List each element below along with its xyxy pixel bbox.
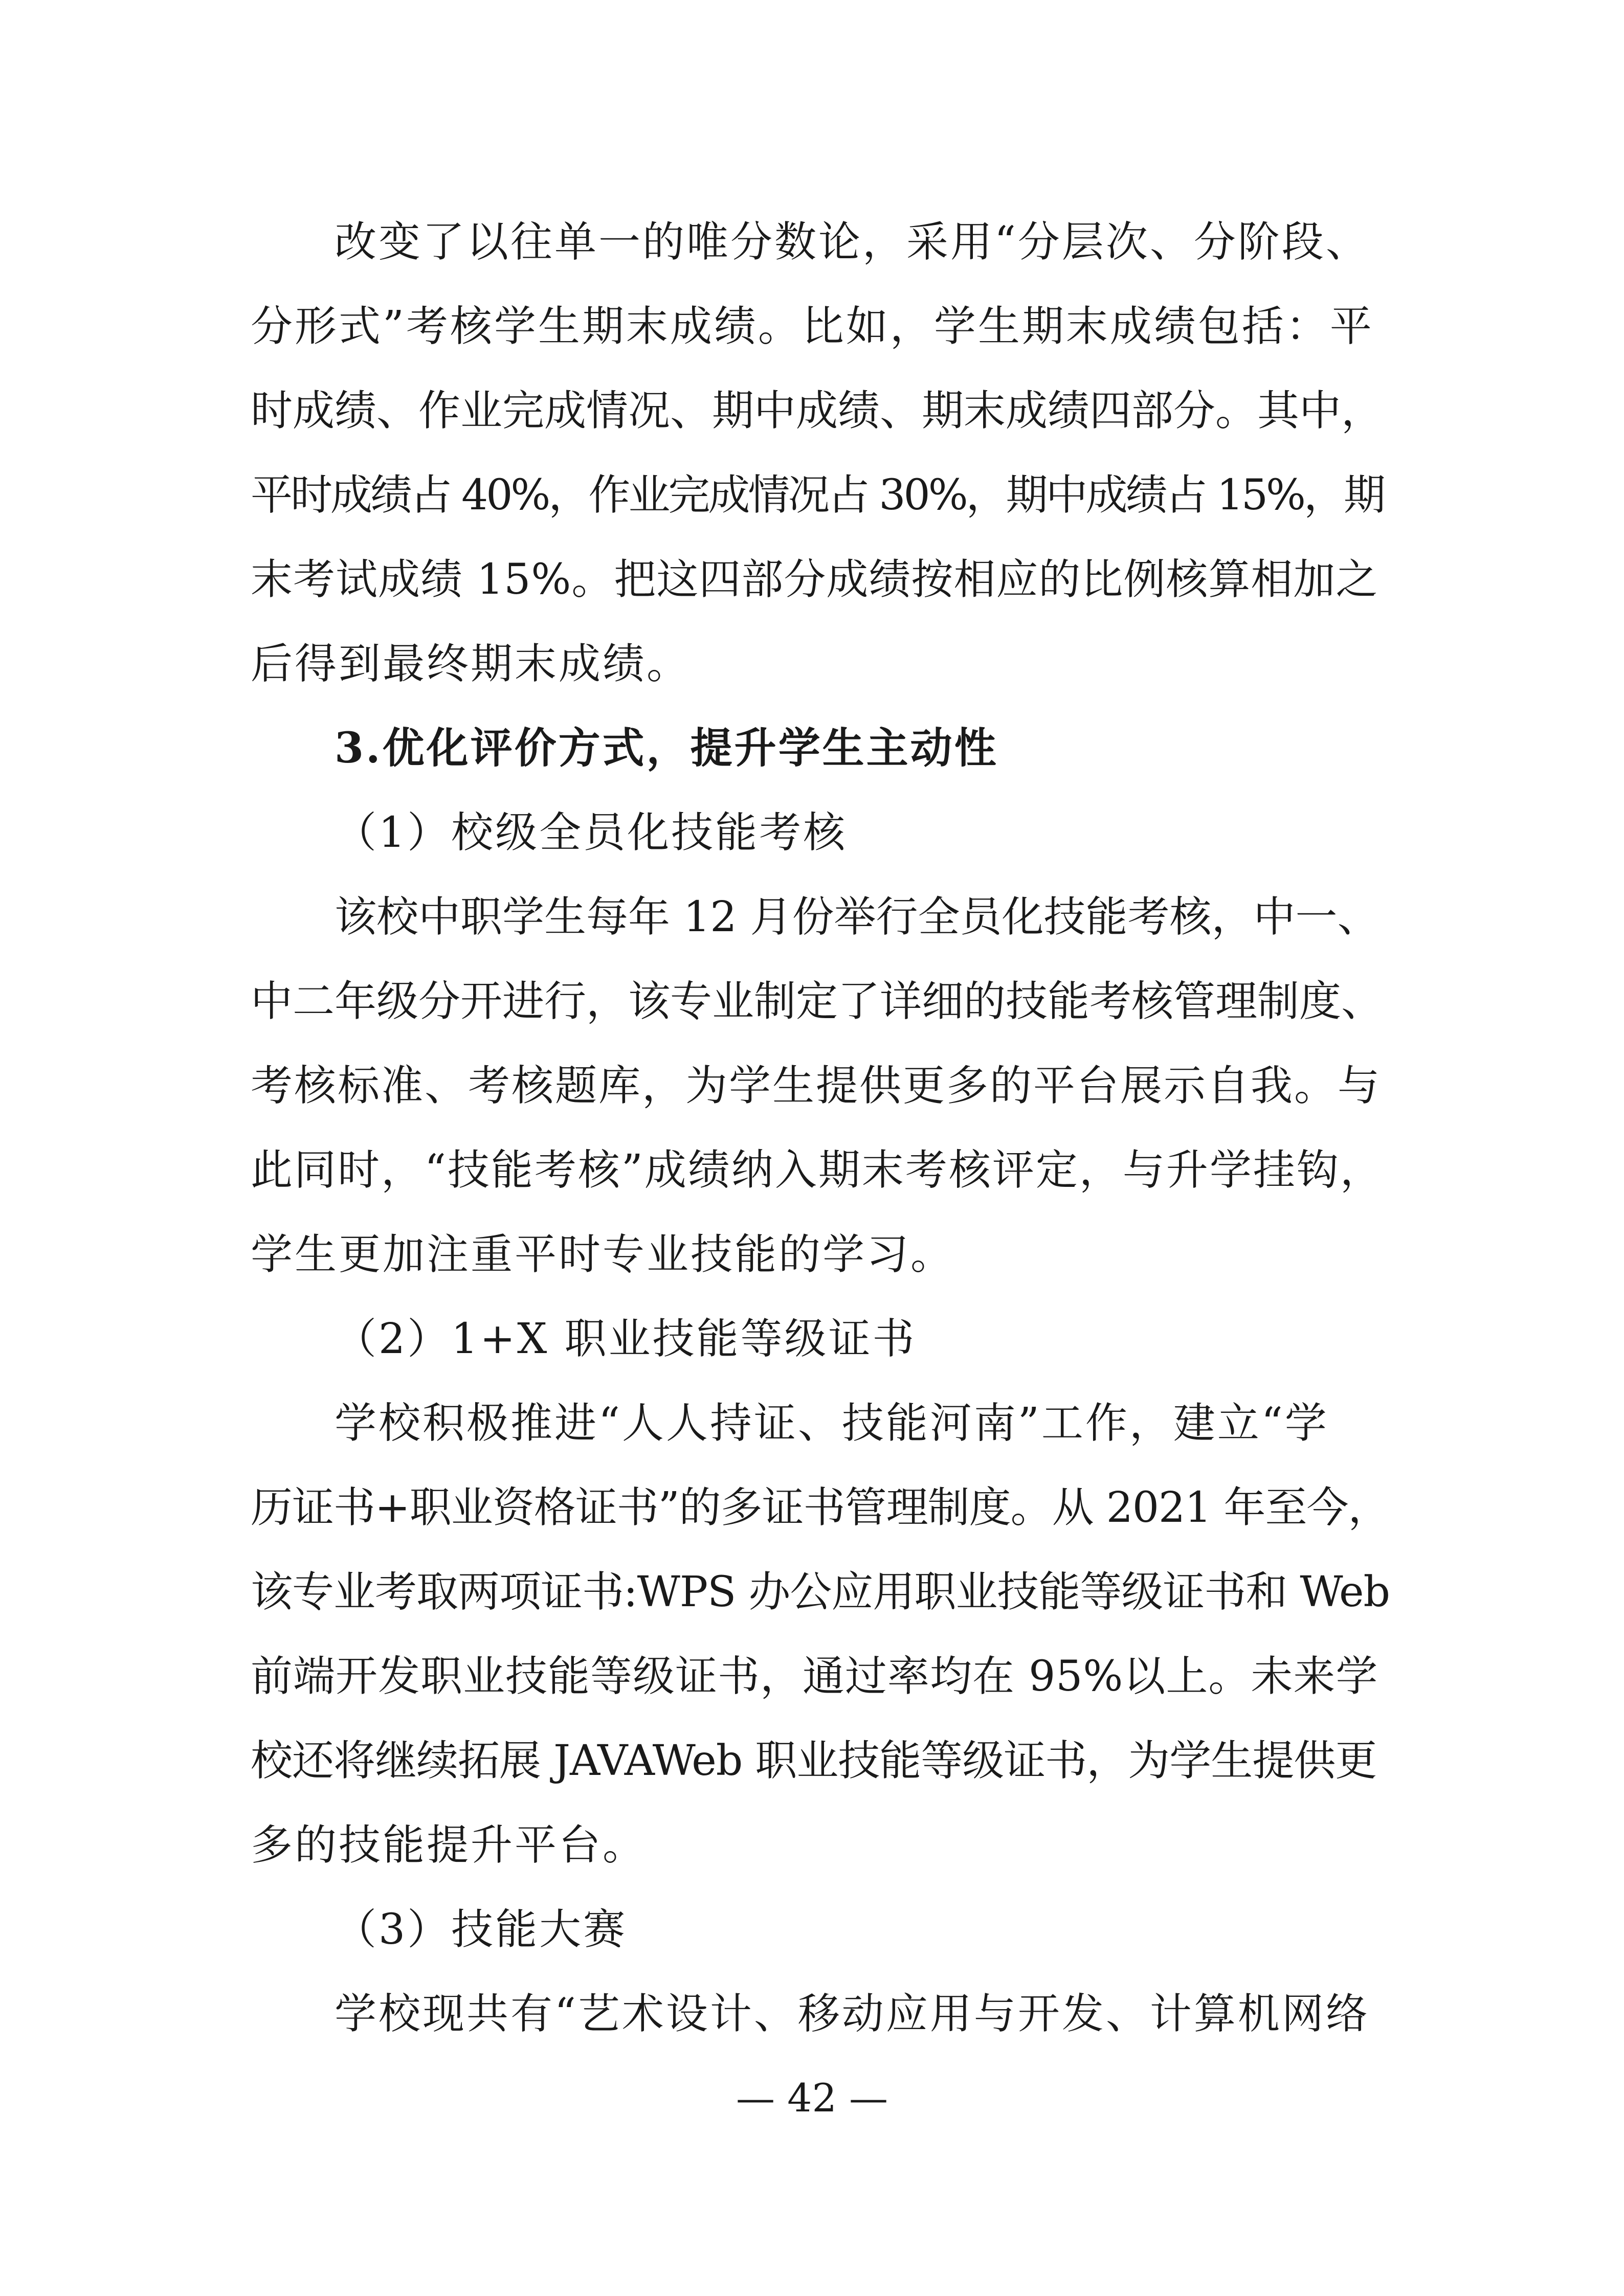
- paragraph-line: 中二年级分开进行，该专业制定了详细的技能考核管理制度、: [251, 977, 1384, 1026]
- paragraph-line: 改变了以往单一的唯分数论，采用“分层次、分阶段、: [335, 218, 1370, 266]
- paragraph-line: 历证书+职业资格证书”的多证书管理制度。从 2021 年至今，: [251, 1483, 1390, 1532]
- paragraph-line: 学生更加注重平时专业技能的学习。: [251, 1230, 955, 1279]
- paragraph-line: 后得到最终期末成绩。: [251, 640, 691, 688]
- paragraph-line: 时成绩、作业完成情况、期中成绩、期末成绩四部分。其中，: [251, 387, 1384, 435]
- subsection-heading: （1）校级全员化技能考核: [335, 808, 848, 857]
- body-text: [251, 200, 1391, 2056]
- paragraph-line: 平时成绩占 40%，作业完成情况占 30%，期中成绩占 15%，期: [251, 471, 1384, 520]
- paragraph-line: 此同时，“技能考核”成绩纳入期末考核评定，与升学挂钩，: [251, 1146, 1384, 1195]
- paragraph-line: 多的技能提升平台。: [251, 1821, 647, 1870]
- paragraph-line: 校还将继续拓展 JAVAWeb 职业技能等级证书，为学生提供更: [251, 1737, 1377, 1785]
- page-number: — 42 —: [736, 2075, 888, 2121]
- paragraph-line: 学校积极推进“人人持证、技能河南”工作，建立“学: [335, 1399, 1329, 1448]
- section-heading: 3.优化评价方式，提升学生主动性: [335, 724, 998, 773]
- paragraph-line: 前端开发职业技能等级证书，通过率均在 95%以上。未来学: [251, 1652, 1378, 1701]
- paragraph-line: 末考试成绩 15%。把这四部分成绩按相应的比例核算相加之: [251, 555, 1378, 604]
- paragraph-line: 考核标准、考核题库，为学生提供更多的平台展示自我。与: [251, 1062, 1382, 1110]
- paragraph-line: 学校现共有“艺术设计、移动应用与开发、计算机网络: [335, 1990, 1370, 2038]
- subsection-heading: （3）技能大赛: [335, 1905, 628, 1954]
- paragraph-line: 该专业考取两项证书:WPS 办公应用职业技能等级证书和 Web: [251, 1568, 1390, 1616]
- paragraph-line: 该校中职学生每年 12 月份举行全员化技能考核，中一、: [335, 893, 1380, 941]
- paragraph-line: 分形式”考核学生期末成绩。比如，学生期末成绩包括：平: [251, 302, 1374, 351]
- subsection-heading: （2）1+X 职业技能等级证书: [335, 1315, 917, 1363]
